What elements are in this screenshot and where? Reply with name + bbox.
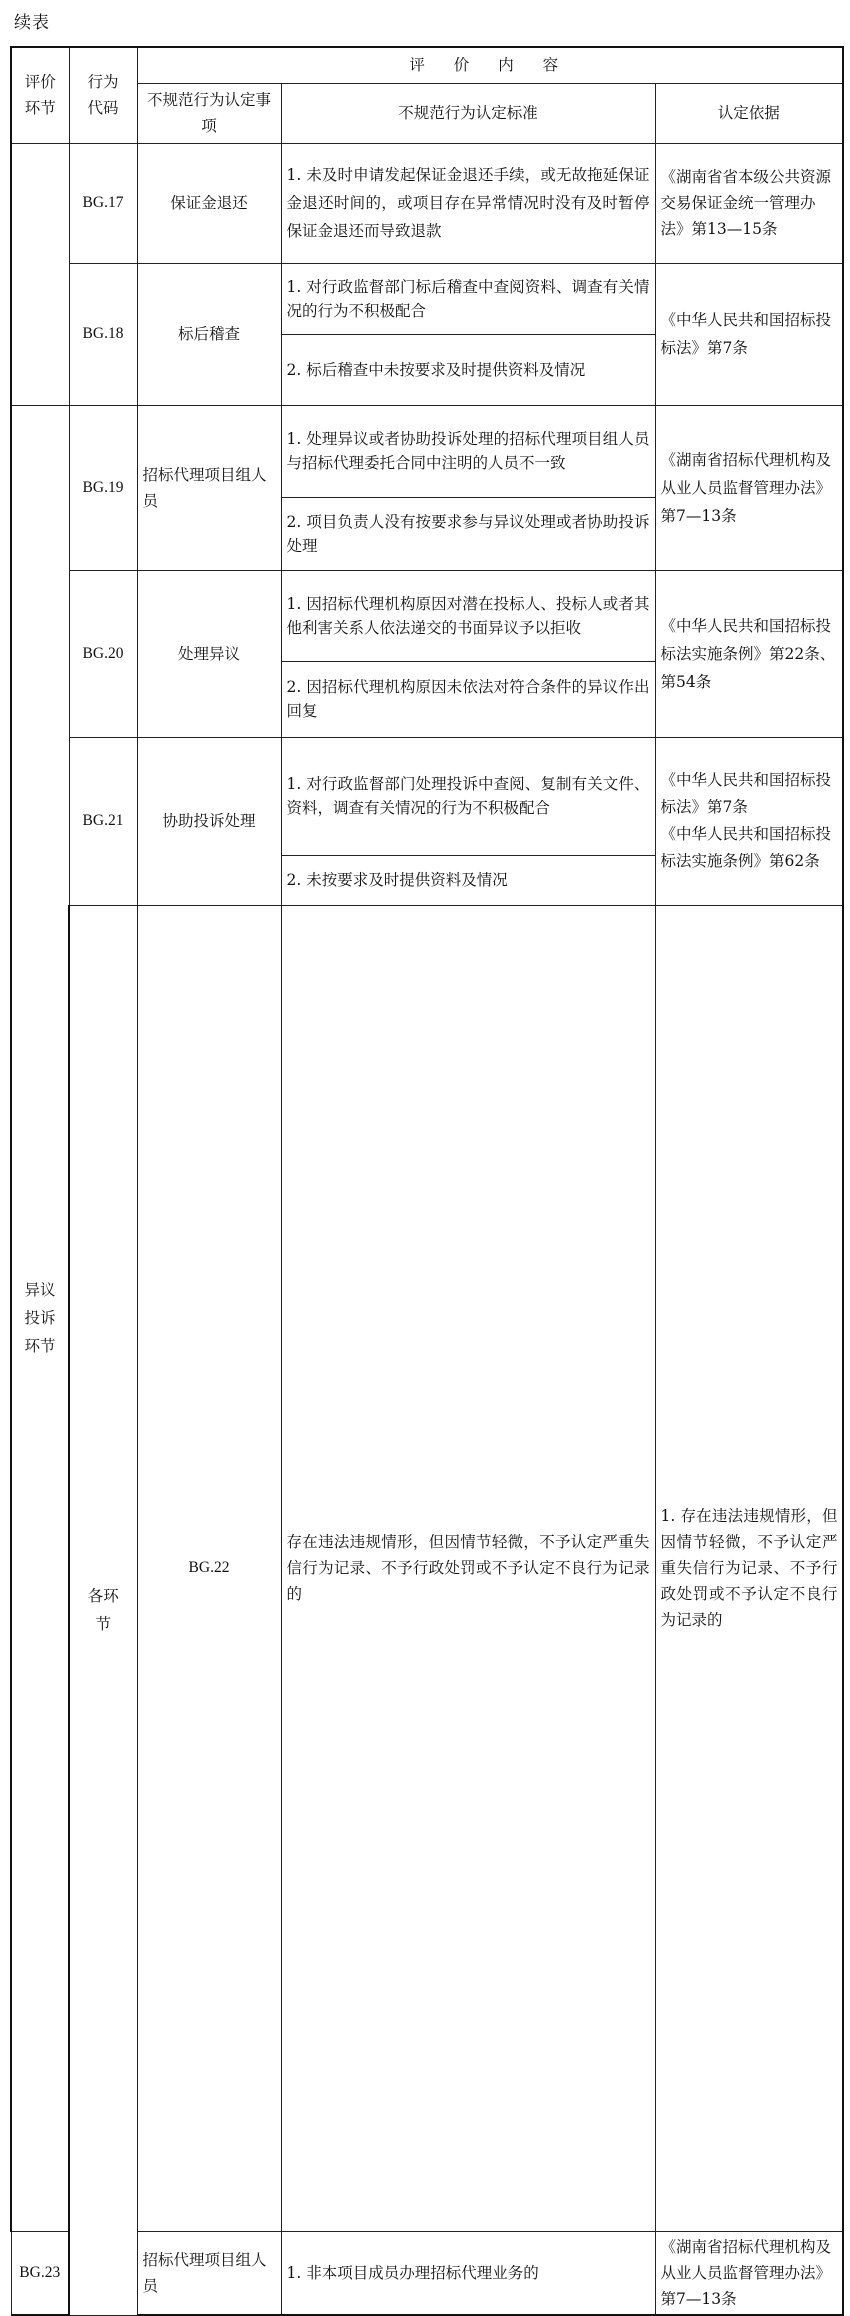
row-matter: 标后稽查 <box>137 263 281 405</box>
stage-cell-empty <box>11 143 69 405</box>
row-basis: 《中华人民共和国招标投标法》第7条 <box>655 263 843 405</box>
row-standard: 2. 标后稽查中未按要求及时提供资料及情况 <box>281 334 655 405</box>
row-basis <box>655 737 843 905</box>
row-standard: 1. 因招标代理机构原因对潜在投标人、投标人或者其他利害关系人依法递交的书面异议予以拒收 <box>281 570 655 661</box>
row-standard: 1. 存在违法违规情形，但因情节轻微，不予认定严重失信行为记录、不予行政处罚或不予认定不良行为记录的 <box>655 905 843 2231</box>
row-code: BG.17 <box>69 143 137 263</box>
row-standard: 1. 非本项目成员办理招标代理业务的 <box>281 2231 655 2315</box>
header-code: 行为代码 <box>69 47 137 143</box>
header-basis: 认定依据 <box>655 83 843 143</box>
row-matter: 存在违法违规情形，但因情节轻微，不予认定严重失信行为记录、不予行政处罚或不予认定不良行为记录的 <box>281 905 655 2231</box>
row-matter: 保证金退还 <box>137 143 281 263</box>
row-code: BG.22 <box>137 905 281 2231</box>
table-row <box>11 405 843 497</box>
row-matter: 招标代理项目组人员 <box>137 405 281 570</box>
row-standard: 1. 处理异议或者协助投诉处理的招标代理项目组人员与招标代理委托合同中注明的人员不一致 <box>281 405 655 497</box>
row-basis: 《湖南省招标代理机构及从业人员监督管理办法》第7—13条 <box>655 405 843 570</box>
row-code: BG.20 <box>69 570 137 737</box>
row-matter: 协助投诉处理 <box>137 737 281 905</box>
row-code: BG.18 <box>69 263 137 405</box>
row-standard: 2. 因招标代理机构原因未依法对符合条件的异议作出回复 <box>281 661 655 737</box>
evaluation-table <box>10 46 844 2316</box>
table-row <box>11 143 843 263</box>
header-matter: 不规范行为认定事项 <box>137 83 281 143</box>
row-matter: 处理异议 <box>137 570 281 737</box>
row-standard: 1. 未及时申请发起保证金退还手续，或无故拖延保证金退还时间的，或项目存在异常情况时没有及时暂停保证金退还而导致退款 <box>281 143 655 263</box>
table-row <box>11 737 843 855</box>
row-standard: 1. 对行政监督部门处理投诉中查阅、复制有关文件、资料，调查有关情况的行为不积极配合 <box>281 737 655 855</box>
row-basis: 《中华人民共和国招标投标法实施条例》第22条、第54条 <box>655 570 843 737</box>
row-basis: 《湖南省省本级公共资源交易保证金统一管理办法》第13—15条 <box>655 143 843 263</box>
row-standard: 2. 项目负责人没有按要求参与异议处理或者协助投诉处理 <box>281 497 655 570</box>
row-code: BG.23 <box>11 2231 69 2315</box>
header-standard: 不规范行为认定标准 <box>281 83 655 143</box>
stage-all: 各环节 <box>69 905 137 2315</box>
row-standard: 1. 对行政监督部门标后稽查中查阅资料、调查有关情况的行为不积极配合 <box>281 263 655 334</box>
row-standard: 2. 未按要求及时提供资料及情况 <box>281 855 655 905</box>
row-code: BG.21 <box>69 737 137 905</box>
stage-objection-complaint: 异议投诉环节 <box>11 405 69 2231</box>
basis-line: 《中华人民共和国招标投标法》第7条 <box>660 771 832 816</box>
table-row <box>11 905 843 2231</box>
row-basis: 《湖南省招标代理机构及从业人员监督管理办法》第7—13条 <box>655 2231 843 2315</box>
table-row <box>11 263 843 334</box>
basis-line: 《中华人民共和国招标投标法实施条例》第62条 <box>660 825 832 870</box>
row-matter: 招标代理项目组人员 <box>137 2231 281 2315</box>
table-caption: 续表 <box>14 13 50 33</box>
header-stage: 评价环节 <box>11 47 69 143</box>
row-code: BG.19 <box>69 405 137 570</box>
header-evaluation-content: 评 价 内 容 <box>137 47 843 83</box>
table-row <box>11 570 843 661</box>
